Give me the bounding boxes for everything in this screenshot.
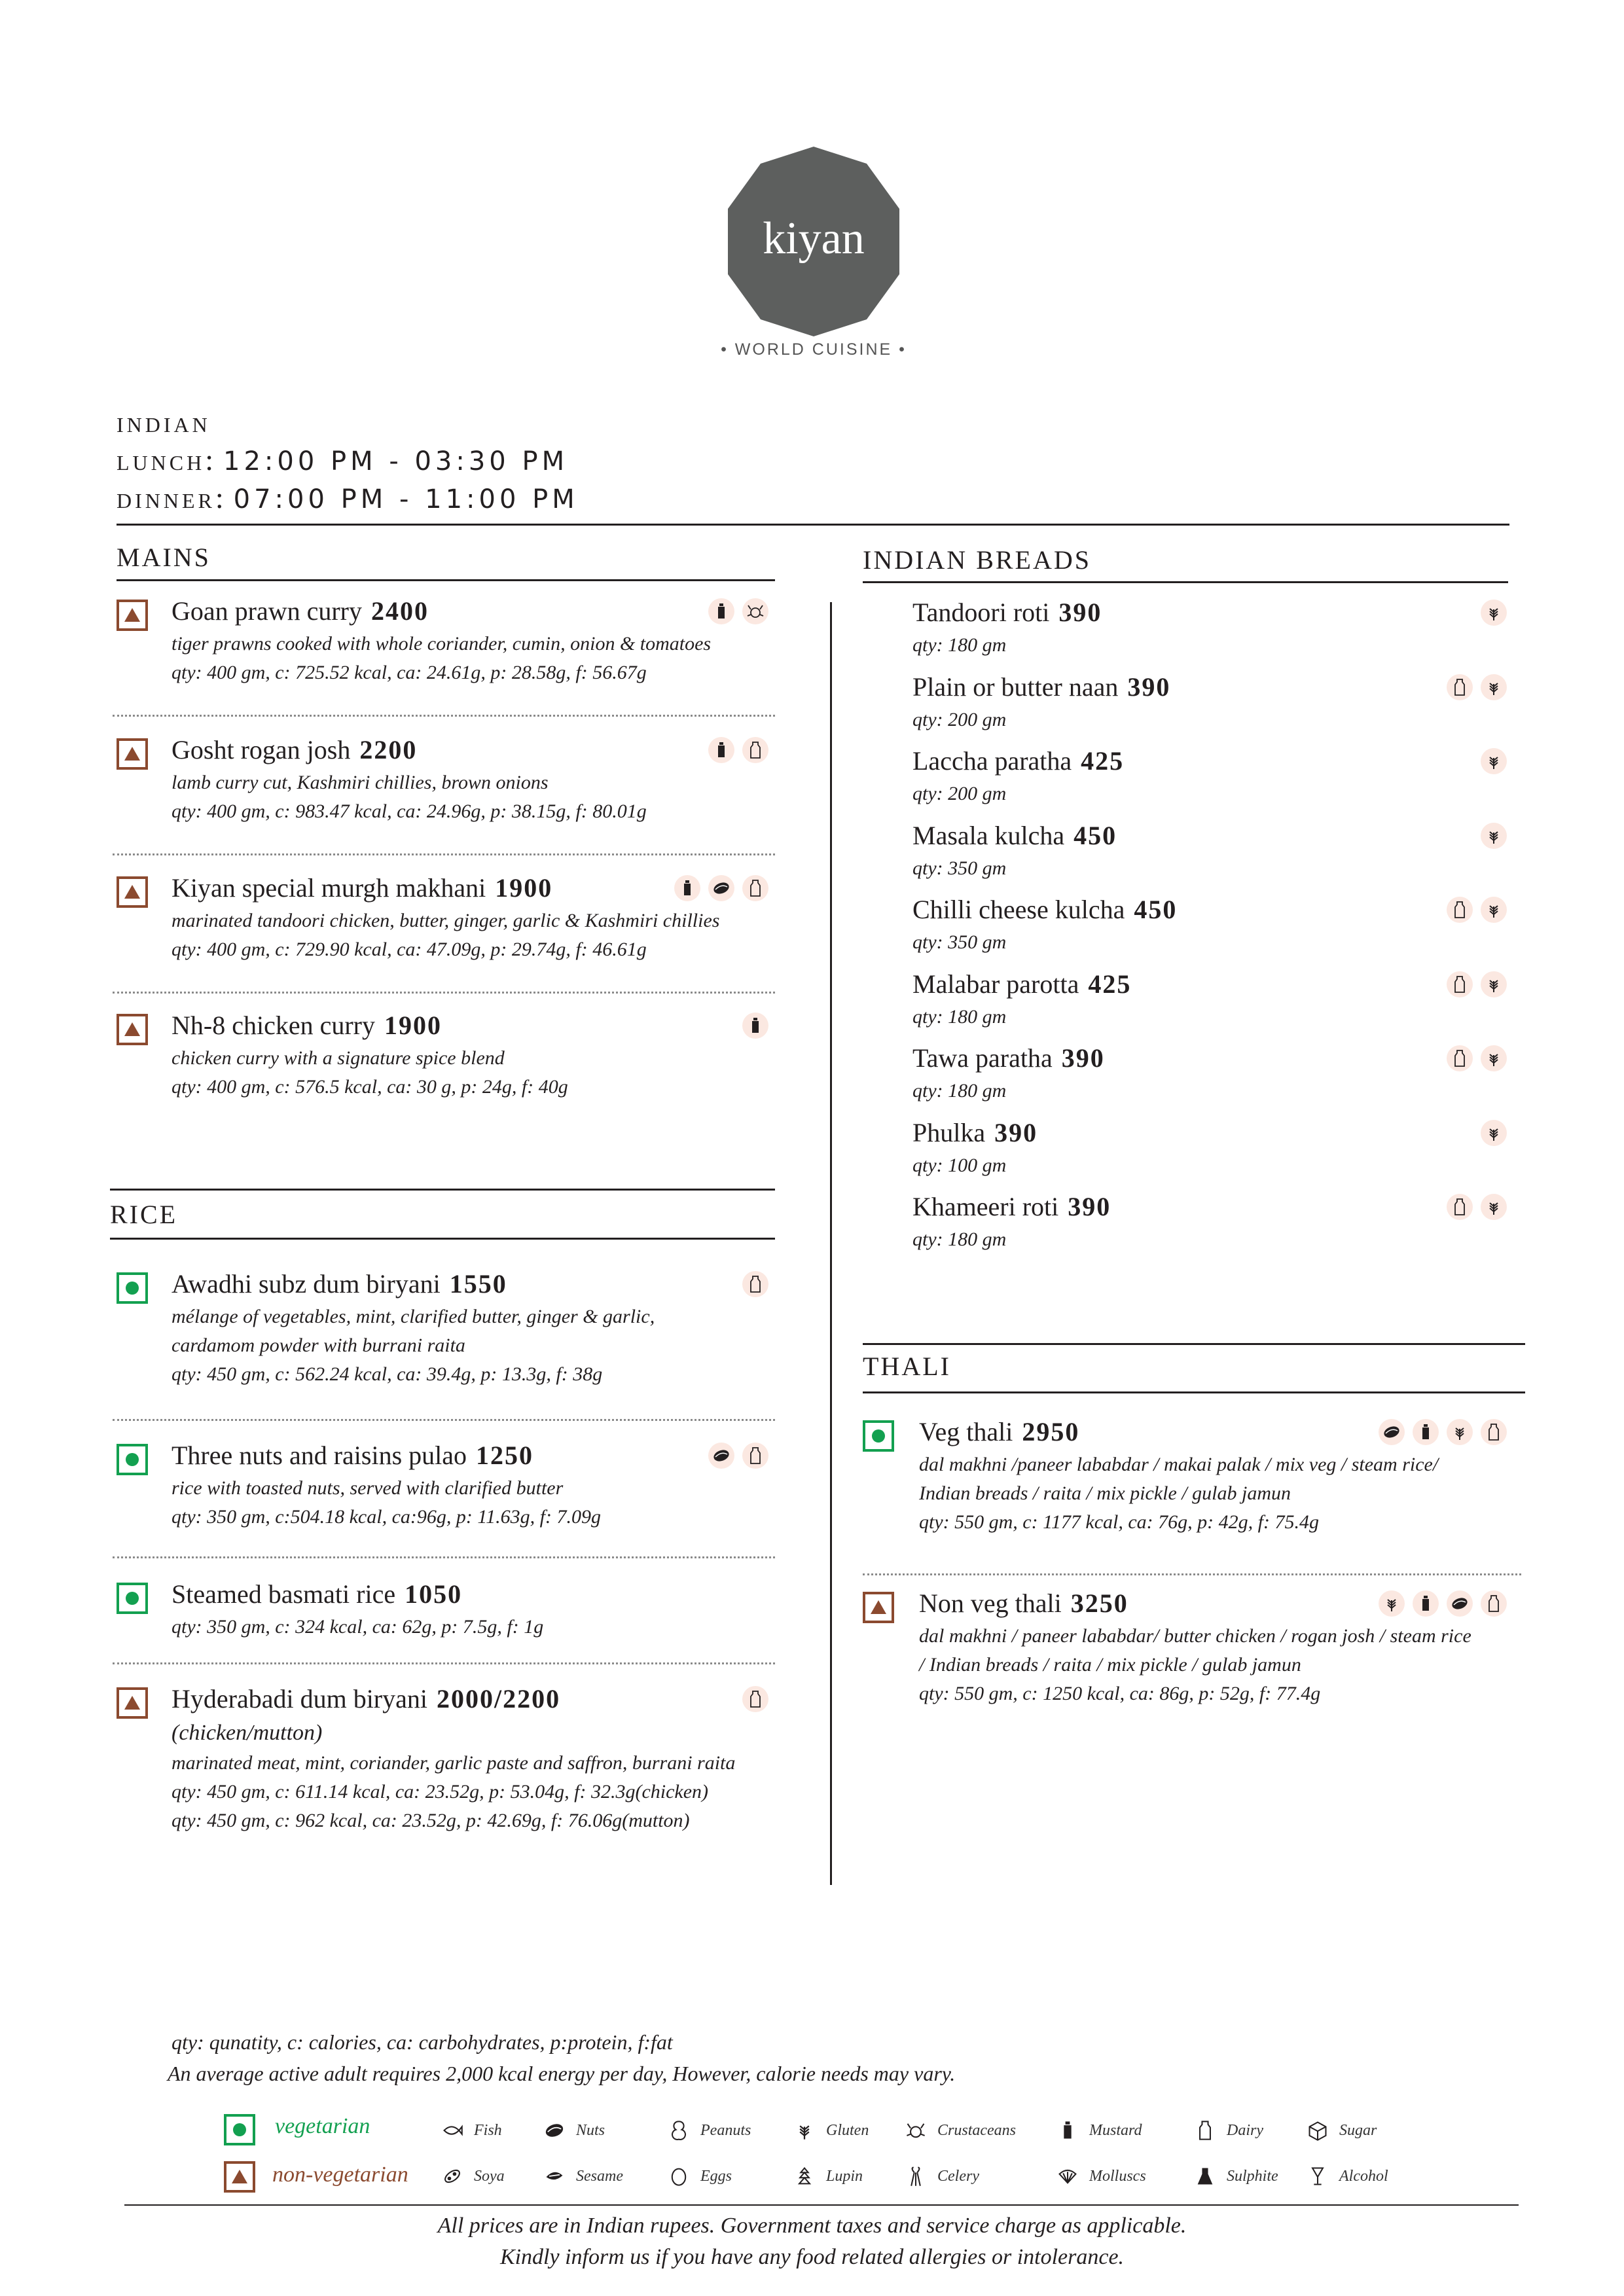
item-title: Kiyan special murgh makhani — [171, 873, 486, 903]
item-price: 1550 — [449, 1269, 507, 1299]
item-title: Non veg thali — [919, 1588, 1062, 1618]
gluten-icon — [1481, 897, 1507, 923]
item-name — [171, 1440, 601, 1471]
item-price: 2950 — [1022, 1417, 1080, 1446]
item-name — [171, 1579, 543, 1609]
item-price: 2200 — [359, 735, 418, 764]
menu-item — [912, 597, 1102, 656]
menu-item — [171, 1268, 655, 1386]
menu-item — [912, 969, 1131, 1028]
item-qty: qty: 100 gm — [912, 1154, 1007, 1176]
molluscs-icon — [1056, 2165, 1079, 2187]
nonveg-mark — [117, 1014, 148, 1045]
dinner-hours: dinner: 07:00 PM - 11:00 PM — [117, 481, 579, 514]
nonveg-triangle — [124, 747, 140, 761]
gluten-icon — [1481, 674, 1507, 700]
item-title: Tandoori roti — [912, 598, 1050, 627]
dairy-icon — [1481, 1419, 1507, 1445]
item-title: Hyderabadi dum biryani — [171, 1684, 427, 1713]
dairy-icon — [742, 1443, 768, 1469]
item-qty: qty: 350 gm — [912, 857, 1007, 879]
item-price: 390 — [1127, 672, 1171, 702]
nonveg-mark — [863, 1592, 894, 1623]
nonveg-triangle — [124, 885, 140, 899]
item-name — [171, 734, 647, 765]
legend-veg-mark — [224, 2114, 255, 2145]
item-title: Masala kulcha — [912, 820, 1065, 850]
disclaimer-prices: All prices are in Indian rupees. Government taxes and service charge as applicable. — [437, 2214, 1187, 2238]
item-name — [171, 872, 719, 903]
sesame-icon — [543, 2165, 566, 2187]
legend-nonveg-label: non-vegetarian — [272, 2162, 408, 2187]
legend-label-lupin: Lupin — [826, 2168, 863, 2185]
dairy-icon — [742, 1686, 768, 1712]
legend-label-celery: Celery — [937, 2168, 979, 2185]
veg-mark — [117, 1272, 148, 1304]
peanuts-icon — [668, 2119, 690, 2142]
veg-mark — [863, 1420, 894, 1452]
item-qty: qty: 350 gm, c: 324 kcal, ca: 62g, p: 7.5g, f: 1g — [171, 1616, 544, 1638]
item-name — [912, 894, 1177, 925]
dairy-icon — [742, 875, 768, 901]
gluten-icon — [793, 2119, 816, 2142]
nuts-icon — [1379, 1419, 1405, 1445]
nuts-icon — [708, 875, 734, 901]
menu-item — [919, 1416, 1438, 1534]
item-name — [912, 597, 1102, 628]
section-title-rice: RICE — [110, 1200, 178, 1229]
nonveg-triangle — [124, 1022, 140, 1036]
item-desc: chicken curry with a signature spice blend — [171, 1047, 505, 1069]
dairy-icon — [1481, 1590, 1507, 1617]
item-title: Nh-8 chicken curry — [171, 1011, 375, 1040]
gluten-icon — [1481, 823, 1507, 849]
item-separator — [113, 715, 775, 717]
nonveg-mark — [117, 600, 148, 631]
item-qty: qty: 180 gm — [912, 634, 1007, 656]
sulphite-icon — [1194, 2165, 1216, 2187]
disclaimer-allergies: Kindly inform us if you have any food related allergies or intolerance. — [499, 2245, 1125, 2269]
item-qty: qty: 350 gm — [912, 931, 1007, 953]
item-title: Gosht rogan josh — [171, 735, 351, 764]
item-qty: qty: 180 gm — [912, 1005, 1007, 1028]
gluten-icon — [1481, 971, 1507, 997]
item-title: Laccha paratha — [912, 746, 1072, 776]
veg-dot — [872, 1429, 885, 1443]
tagline: • WORLD CUISINE • — [721, 340, 907, 359]
item-qty: qty: 180 gm — [912, 1080, 1007, 1102]
logo — [719, 147, 909, 336]
menu-item — [912, 1043, 1105, 1102]
legend-label-crustaceans: Crustaceans — [937, 2122, 1016, 2139]
lupin-icon — [793, 2165, 816, 2187]
item-qty: qty: 550 gm, c: 1250 kcal, ca: 86g, p: 52g, f: 77.4g — [919, 1683, 1321, 1704]
veg-dot — [126, 1453, 139, 1466]
item-desc: tiger prawns cooked with whole coriander, cumin, onion & tomatoes — [171, 633, 712, 655]
mustard-icon — [1056, 2119, 1079, 2142]
gluten-icon — [1481, 1194, 1507, 1220]
item-title: Khameeri roti — [912, 1192, 1059, 1221]
item-title: Phulka — [912, 1117, 986, 1147]
nonveg-triangle — [124, 608, 140, 622]
legend-label-peanuts: Peanuts — [700, 2122, 751, 2139]
dairy-icon — [742, 737, 768, 763]
menu-item — [912, 820, 1117, 880]
item-separator — [113, 1556, 775, 1558]
item-title: Goan prawn curry — [171, 596, 362, 626]
item-price: 1900 — [384, 1011, 442, 1040]
item-price: 3250 — [1070, 1588, 1128, 1618]
gluten-icon — [1481, 600, 1507, 626]
item-qty: qty: 400 gm, c: 729.90 kcal, ca: 47.09g, p: 29.74g, f: 46.61g — [171, 939, 647, 960]
dairy-icon — [1447, 897, 1473, 923]
item-name — [912, 745, 1124, 776]
item-price: 1250 — [476, 1441, 533, 1470]
legend-nonveg-mark — [224, 2161, 255, 2193]
section-title-breads: INDIAN BREADS — [863, 545, 1091, 575]
soya-icon — [441, 2165, 463, 2187]
item-price: 425 — [1088, 969, 1132, 999]
crustaceans-icon — [905, 2119, 927, 2142]
gluten-icon — [1481, 1120, 1507, 1146]
legend-label-fish: Fish — [474, 2122, 502, 2139]
nonveg-triangle — [124, 1696, 140, 1710]
lunch-hours: lunch: 12:00 PM - 03:30 PM — [117, 443, 569, 476]
item-qty2: qty: 450 gm, c: 962 kcal, ca: 23.52g, p: 42.69g, f: 76.06g(mutton) — [171, 1810, 690, 1831]
item-qty: qty: 200 gm — [912, 783, 1007, 804]
item-title: Tawa paratha — [912, 1043, 1053, 1073]
item-separator — [863, 1573, 1521, 1575]
veg-dot — [126, 1592, 139, 1605]
rice-rule — [110, 1238, 775, 1240]
mustard-icon — [1413, 1590, 1439, 1617]
nuts-icon — [543, 2119, 566, 2142]
legend-label-alcohol: Alcohol — [1339, 2168, 1388, 2185]
menu-item — [171, 1579, 543, 1638]
menu-item — [912, 1117, 1038, 1177]
menu-item — [912, 1191, 1111, 1251]
item-title: Awadhi subz dum biryani — [171, 1269, 441, 1299]
item-price: 2000/2200 — [437, 1684, 561, 1713]
item-title: Malabar parotta — [912, 969, 1079, 999]
legend-label-sesame: Sesame — [576, 2168, 623, 2185]
menu-item — [171, 872, 719, 961]
item-name — [912, 969, 1131, 999]
item-price: 390 — [1061, 1043, 1105, 1073]
nonveg-triangle — [871, 1600, 886, 1614]
dairy-icon — [1447, 674, 1473, 700]
mustard-icon — [708, 598, 734, 624]
item-desc: marinated meat, mint, coriander, garlic paste and saffron, burrani raita — [171, 1752, 736, 1774]
nonveg-mark — [117, 1687, 148, 1719]
menu-item — [171, 1683, 735, 1832]
legend-label-dairy: Dairy — [1227, 2122, 1263, 2139]
gluten-icon — [1481, 748, 1507, 774]
item-price: 390 — [1058, 598, 1102, 627]
item-name — [912, 1117, 1038, 1148]
item-title: Chilli cheese kulcha — [912, 895, 1125, 924]
item-separator — [113, 1662, 775, 1664]
mustard-icon — [708, 737, 734, 763]
footer-rule — [124, 2204, 1519, 2206]
veg-dot — [126, 1282, 139, 1295]
menu-item — [912, 894, 1177, 954]
nuts-icon — [708, 1443, 734, 1469]
menu-item — [171, 734, 647, 823]
legend-label-gluten: Gluten — [826, 2122, 869, 2139]
column-divider — [830, 602, 832, 1885]
item-separator — [113, 853, 775, 855]
item-desc: rice with toasted nuts, served with clarified butter — [171, 1477, 564, 1499]
item-qty: qty: 400 gm, c: 983.47 kcal, ca: 24.96g, p: 38.15g, f: 80.01g — [171, 800, 647, 822]
item-price: 425 — [1081, 746, 1125, 776]
crustaceans-icon — [742, 598, 768, 624]
item-sub: (chicken/mutton) — [171, 1721, 323, 1745]
cuisine-title: indian — [117, 405, 211, 439]
item-qty: qty: 200 gm — [912, 708, 1007, 730]
legend-label-sugar: Sugar — [1339, 2122, 1377, 2139]
breads-rule — [863, 581, 1508, 583]
legend-label-eggs: Eggs — [700, 2168, 732, 2185]
nuts-icon — [1447, 1590, 1473, 1617]
item-qty: qty: 450 gm, c: 562.24 kcal, ca: 39.4g, p: 13.3g, f: 38g — [171, 1363, 603, 1385]
item-qty: qty: 400 gm, c: 576.5 kcal, ca: 30 g, p: 24g, f: 40g — [171, 1076, 568, 1098]
dairy-icon — [1447, 1045, 1473, 1071]
item-price: 1050 — [405, 1579, 463, 1609]
section-title-thali: THALI — [863, 1352, 951, 1381]
item-qty: qty: 450 gm, c: 611.14 kcal, ca: 23.52g, p: 53.04g, f: 32.3g(chicken) — [171, 1781, 709, 1803]
thali-rule — [863, 1391, 1525, 1393]
item-name — [171, 596, 711, 626]
gluten-icon — [1379, 1590, 1405, 1617]
item-name — [171, 1268, 655, 1299]
item-price: 450 — [1134, 895, 1178, 924]
mustard-icon — [742, 1013, 768, 1039]
nonveg-mark — [117, 876, 148, 908]
legend-label-sulphite: Sulphite — [1227, 2168, 1278, 2185]
dairy-icon — [1447, 1194, 1473, 1220]
item-desc2: cardamom powder with burrani raita — [171, 1335, 465, 1356]
item-desc: lamb curry cut, Kashmiri chillies, brown onions — [171, 772, 549, 793]
item-price: 390 — [1068, 1192, 1111, 1221]
legend-veg-label: vegetarian — [275, 2114, 370, 2138]
item-desc2: Indian breads / raita / mix pickle / gulab jamun — [919, 1482, 1291, 1504]
item-name — [912, 1191, 1111, 1222]
item-title: Plain or butter naan — [912, 672, 1119, 702]
veg-mark — [117, 1583, 148, 1614]
item-separator — [113, 992, 775, 994]
legend-label-nuts: Nuts — [576, 2122, 605, 2139]
item-price: 390 — [994, 1117, 1038, 1147]
menu-item — [171, 596, 711, 684]
menu-item — [912, 745, 1124, 805]
celery-icon — [905, 2165, 927, 2187]
menu-item — [912, 672, 1170, 731]
legend-label-molluscs: Molluscs — [1089, 2168, 1146, 2185]
alcohol-icon — [1307, 2165, 1329, 2187]
eggs-icon — [668, 2165, 690, 2187]
item-qty: qty: 350 gm, c:504.18 kcal, ca:96g, p: 11.63g, f: 7.09g — [171, 1506, 601, 1528]
gluten-icon — [1447, 1419, 1473, 1445]
abbreviations-note: qty: qunatity, c: calories, ca: carbohydrates, p:protein, f:fat — [171, 2030, 673, 2054]
item-price: 450 — [1074, 820, 1117, 850]
item-title: Three nuts and raisins pulao — [171, 1441, 467, 1470]
logo-wordmark: kiyan — [763, 213, 865, 264]
item-qty: qty: 180 gm — [912, 1229, 1007, 1250]
item-name — [912, 672, 1170, 702]
menu-item — [171, 1440, 601, 1528]
mustard-icon — [1413, 1419, 1439, 1445]
veg-mark — [117, 1444, 148, 1475]
mustard-icon — [674, 875, 700, 901]
item-desc: marinated tandoori chicken, butter, ginger, garlic & Kashmiri chillies — [171, 910, 720, 931]
item-qty: qty: 550 gm, c: 1177 kcal, ca: 76g, p: 42g, f: 75.4g — [919, 1511, 1319, 1533]
item-separator — [113, 1419, 775, 1421]
menu-item — [171, 1010, 568, 1098]
sugar-icon — [1307, 2119, 1329, 2142]
dairy-icon — [1194, 2119, 1216, 2142]
fish-icon — [441, 2119, 463, 2142]
kcal-note: An average active adult requires 2,000 kcal energy per day, However, calorie needs may vary. — [168, 2062, 956, 2085]
item-qty: qty: 400 gm, c: 725.52 kcal, ca: 24.61g, p: 28.58g, f: 56.67g — [171, 662, 647, 683]
item-name — [171, 1010, 568, 1041]
item-desc2: / Indian breads / raita / mix pickle / gulab jamun — [919, 1654, 1301, 1676]
item-title: Veg thali — [919, 1417, 1013, 1446]
item-desc: dal makhni /paneer lababdar / makai palak / mix veg / steam rice/ — [919, 1454, 1439, 1475]
section-title-mains: MAINS — [117, 543, 211, 572]
item-price: 1900 — [495, 873, 553, 903]
thali-top-rule — [863, 1343, 1525, 1345]
item-desc: dal makhni / paneer lababdar/ butter chicken / rogan josh / steam rice — [919, 1625, 1471, 1647]
rice-top-rule — [110, 1189, 775, 1191]
item-name — [171, 1683, 735, 1714]
item-name — [912, 820, 1117, 851]
dairy-icon — [1447, 971, 1473, 997]
header-rule — [117, 524, 1509, 526]
item-title: Steamed basmati rice — [171, 1579, 396, 1609]
dairy-icon — [742, 1271, 768, 1297]
nonveg-mark — [117, 738, 148, 770]
gluten-icon — [1481, 1045, 1507, 1071]
item-name — [912, 1043, 1105, 1073]
legend-label-soya: Soya — [474, 2168, 505, 2185]
item-desc: mélange of vegetables, mint, clarified butter, ginger & garlic, — [171, 1306, 655, 1327]
legend-label-mustard: Mustard — [1089, 2122, 1142, 2139]
item-name — [919, 1416, 1438, 1447]
item-price: 2400 — [371, 596, 429, 626]
mains-rule — [117, 579, 775, 581]
